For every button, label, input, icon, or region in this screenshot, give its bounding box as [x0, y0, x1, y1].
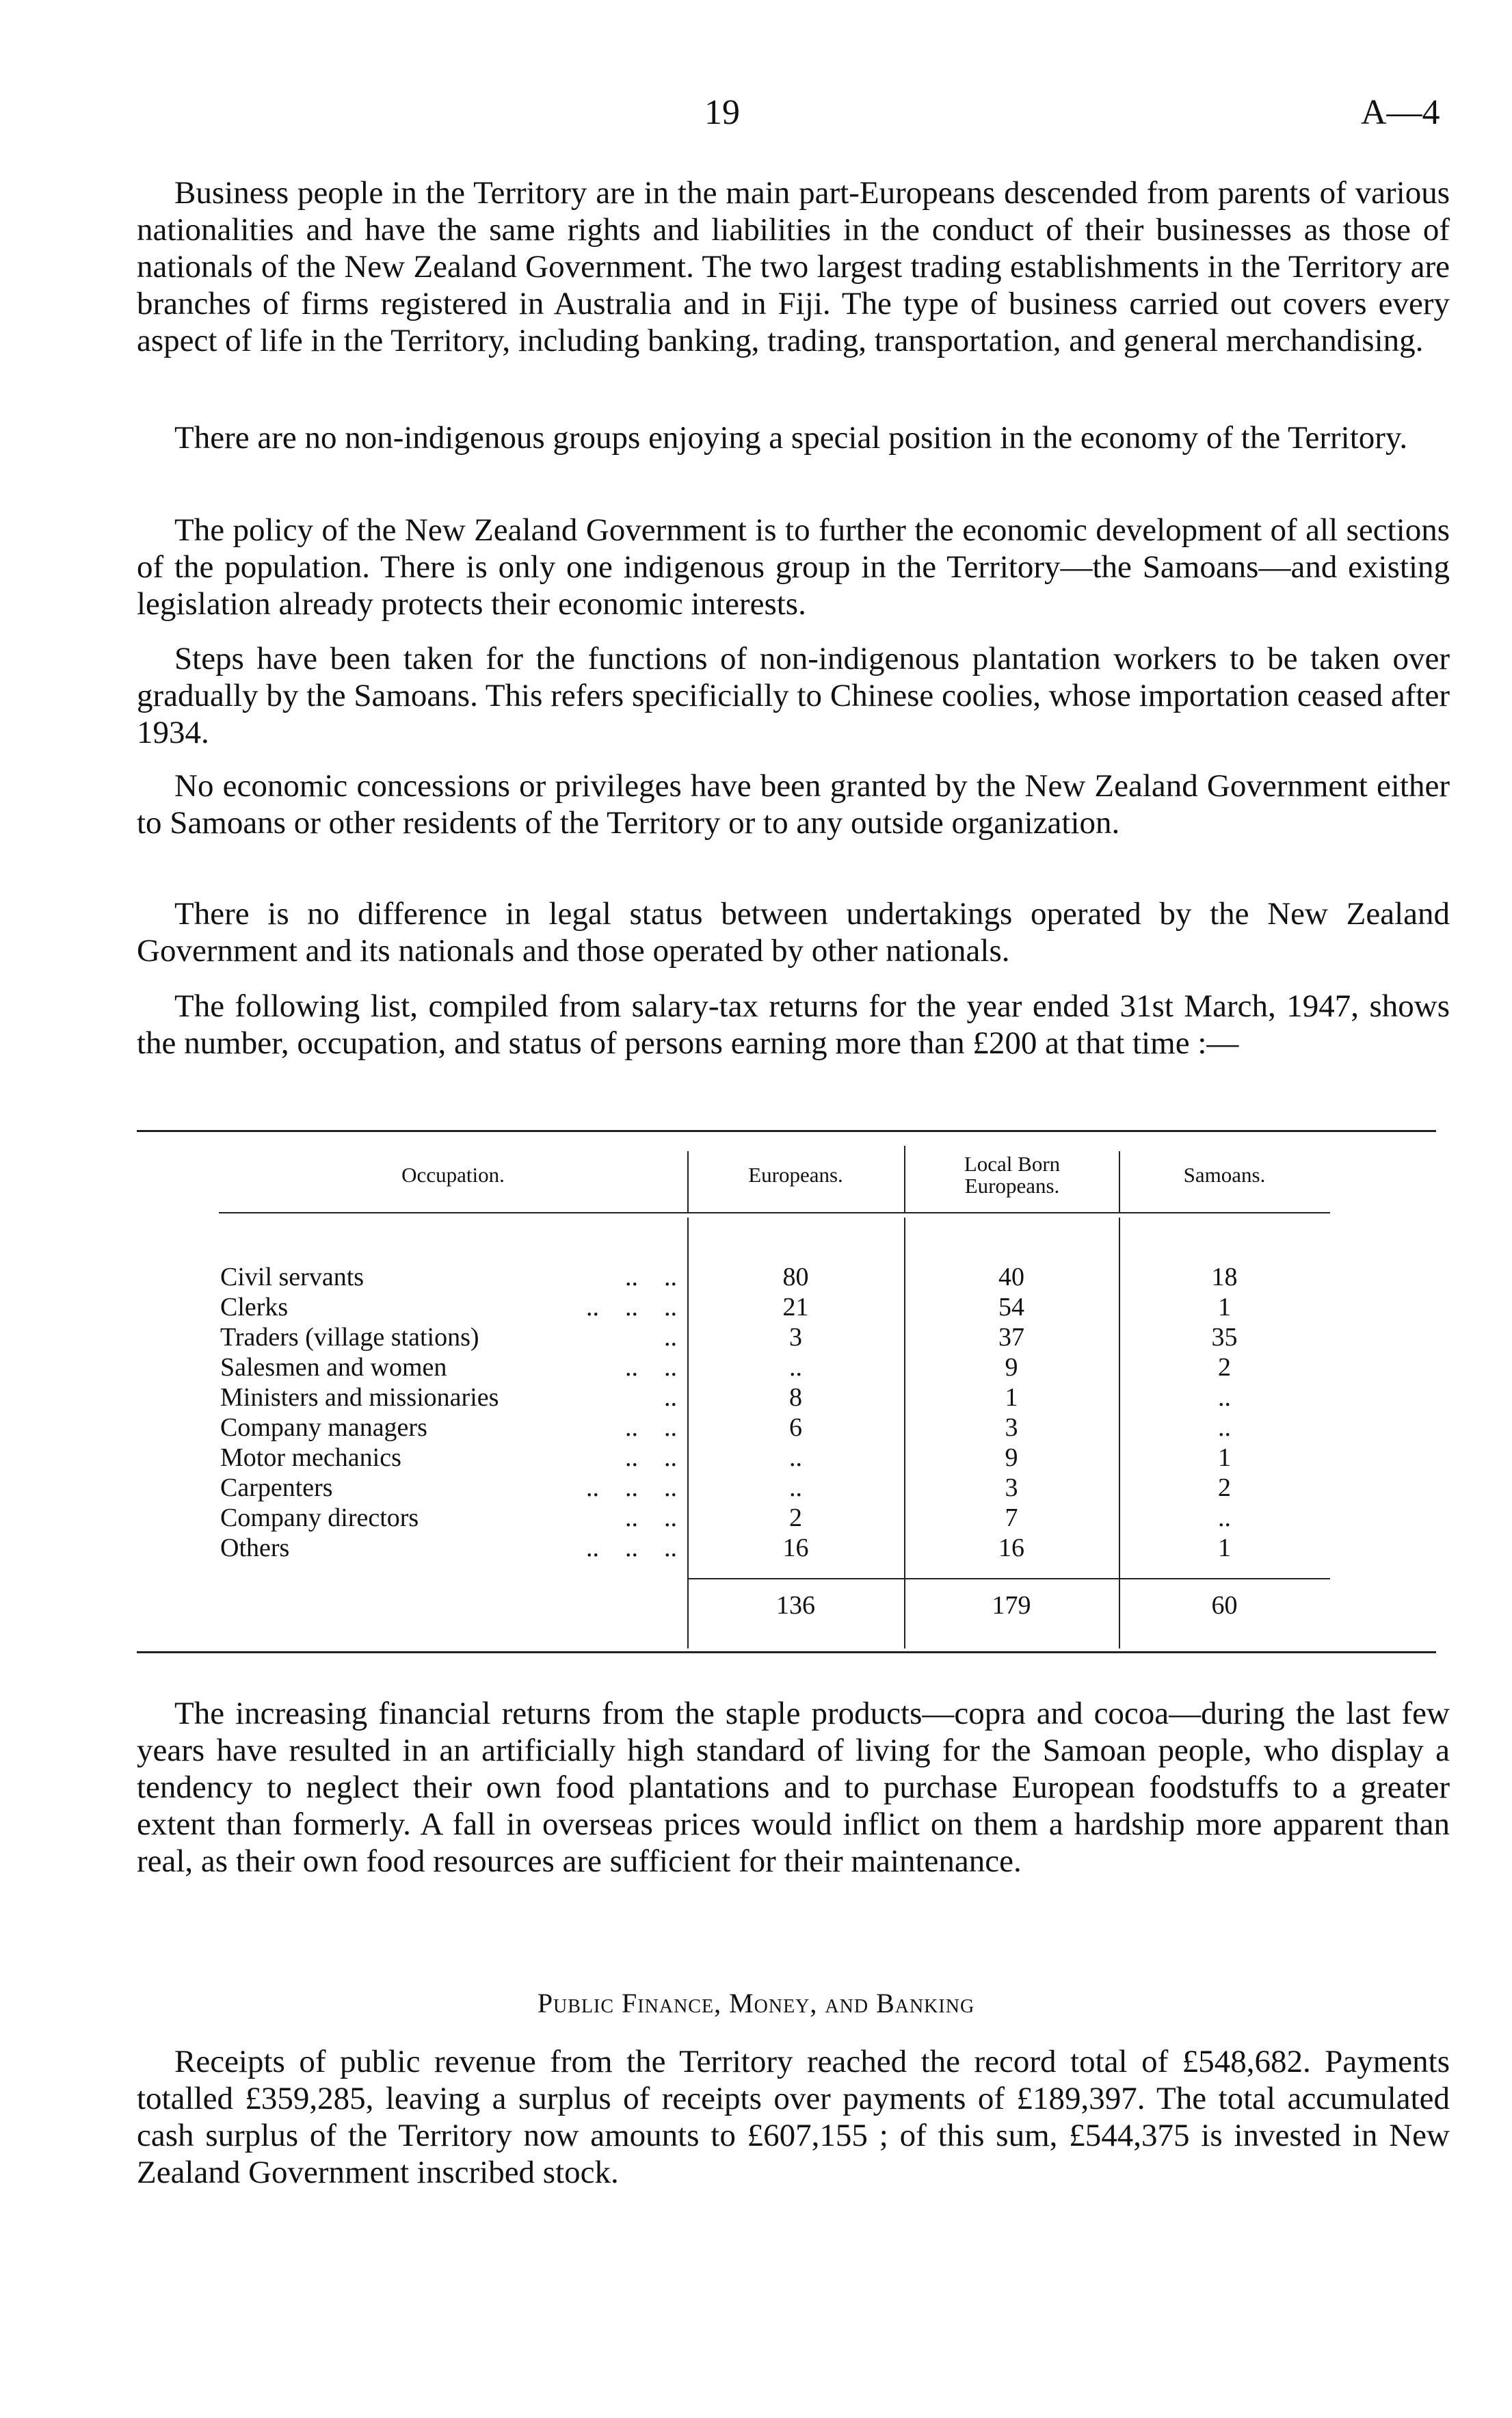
column-divider	[1119, 1151, 1120, 1213]
paragraph: The policy of the New Zealand Government is to further the economic development of all sections of the population. There is only one indigenous group in the Territory—the Samoans—and existing legislation already protects their economic interests.	[137, 512, 1450, 622]
europeans-cell: 6	[789, 1413, 802, 1442]
local-born-cell: 7	[1005, 1503, 1018, 1532]
europeans-cell: 21	[782, 1293, 809, 1322]
occupation-cell: Ministers and missionaries	[220, 1383, 499, 1412]
europeans-cell: 3	[789, 1323, 802, 1352]
samoans-cell: 1	[1218, 1534, 1231, 1562]
europeans-cell: 2	[789, 1503, 802, 1532]
europeans-cell: 8	[789, 1383, 802, 1412]
samoans-cell: ..	[1218, 1383, 1231, 1412]
occupation-cell: Motor mechanics	[220, 1443, 401, 1472]
leader-dots: ..	[664, 1383, 677, 1412]
samoans-cell: 18	[1211, 1263, 1238, 1291]
samoans-cell: ..	[1218, 1503, 1231, 1532]
document-reference: A—4	[1361, 93, 1440, 132]
local-born-cell: 37	[998, 1323, 1024, 1352]
local-born-cell: 9	[1005, 1443, 1018, 1472]
samoans-cell: ..	[1218, 1413, 1231, 1442]
section-heading: Public Finance, Money, and Banking	[537, 1988, 975, 2019]
leader-dots: .. ..	[625, 1503, 677, 1532]
table-top-rule	[137, 1130, 1436, 1132]
paragraph: There are no non-indigenous groups enjoying a special position in the economy of the Territory.	[174, 420, 1408, 456]
paragraph: The increasing financial returns from the staple products—copra and cocoa—during the last few years have resulted in an artificially high standard of living for the Samoan people, who display a tendency to neglect their own food plantations and to purchase European foodstuffs to a greater extent than formerly. A fall in overseas prices would inflict on them a hardship more apparent than real, as their own food resources are sufficient for their maintenance.	[137, 1696, 1450, 1879]
local-born-cell: 9	[1005, 1353, 1018, 1382]
header-samoans: Samoans.	[1183, 1163, 1266, 1187]
paragraph: Business people in the Territory are in the main part-Europeans descended from parents of various nationalities and have the same rights and liabilities in the conduct of their businesses as those of nationals of the New Zealand Government. The two largest trading establishments in the Territory are branches of firms registered in Australia and in Fiji. The type of business carried out covers every aspect of life in the Territory, including banking, trading, transportation, and general merchandising.	[137, 175, 1450, 358]
leader-dots: .. .. ..	[586, 1293, 677, 1322]
occupation-cell: Civil servants	[220, 1263, 364, 1291]
samoans-cell: 1	[1218, 1293, 1231, 1322]
leader-dots: ..	[664, 1323, 677, 1352]
local-born-cell: 40	[998, 1263, 1024, 1291]
leader-dots: .. .. ..	[586, 1473, 677, 1502]
leader-dots: .. ..	[625, 1413, 677, 1442]
europeans-cell: 80	[782, 1263, 809, 1291]
table-bottom-rule	[137, 1651, 1436, 1653]
local-born-cell: 3	[1005, 1473, 1018, 1502]
occupation-cell: Carpenters	[220, 1473, 333, 1502]
local-born-cell: 16	[998, 1534, 1024, 1562]
leader-dots: .. ..	[625, 1443, 677, 1472]
paragraph: Receipts of public revenue from the Territory reached the record total of £548,682. Payments totalled £359,285, leaving a surplus of receipts over payments of £189,397. The total accumulated cash surplus of the Territory now amounts to £607,155 ; of this sum, £544,375 is invested in New Zealand Government inscribed stock.	[137, 2044, 1450, 2190]
europeans-cell: 16	[782, 1534, 809, 1562]
samoans-cell: 35	[1211, 1323, 1238, 1352]
paragraph: The following list, compiled from salary-tax returns for the year ended 31st March, 1947, shows the number, occupation, and status of persons earning more than £200 at that time :—	[137, 988, 1450, 1061]
europeans-cell: ..	[789, 1473, 802, 1502]
header-occupation: Occupation.	[401, 1163, 505, 1187]
local-born-cell: 3	[1005, 1413, 1018, 1442]
samoans-cell: 2	[1218, 1353, 1231, 1382]
header-europeans: Europeans.	[748, 1163, 843, 1187]
occupation-cell: Others	[220, 1534, 290, 1562]
occupation-cell: Salesmen and women	[220, 1353, 447, 1382]
samoans-cell: 2	[1218, 1473, 1231, 1502]
occupation-cell: Company managers	[220, 1413, 427, 1442]
occupation-cell: Clerks	[220, 1293, 289, 1322]
occupation-cell: Company directors	[220, 1503, 419, 1532]
paragraph: Steps have been taken for the functions of non-indigenous plantation workers to be taken over gradually by the Samoans. This refers specificially to Chinese coolies, whose importation ceased after 1934.	[137, 641, 1450, 750]
europeans-cell: ..	[789, 1353, 802, 1382]
leader-dots: .. .. ..	[586, 1534, 677, 1562]
total-samoans: 60	[1211, 1591, 1238, 1620]
header-rule	[219, 1212, 1330, 1213]
header-local-born: Local Born Europeans.	[964, 1152, 1061, 1198]
column-divider	[904, 1146, 905, 1213]
totals-rule	[687, 1578, 1330, 1579]
local-born-cell: 54	[998, 1293, 1024, 1322]
paragraph: No economic concessions or privileges have been granted by the New Zealand Government either to Samoans or other residents of the Territory or to any outside organization.	[137, 768, 1450, 841]
leader-dots: .. ..	[625, 1353, 677, 1382]
page-number: 19	[704, 93, 740, 132]
column-divider	[687, 1151, 689, 1213]
total-local-born: 179	[992, 1591, 1031, 1620]
samoans-cell: 1	[1218, 1443, 1231, 1472]
total-europeans: 136	[776, 1591, 815, 1620]
occupation-cell: Traders (village stations)	[220, 1323, 479, 1352]
europeans-cell: ..	[789, 1443, 802, 1472]
paragraph: There is no difference in legal status between undertakings operated by the New Zealand Government and its nationals and those operated by other nationals.	[137, 896, 1450, 969]
leader-dots: .. ..	[625, 1263, 677, 1291]
local-born-cell: 1	[1005, 1383, 1018, 1412]
